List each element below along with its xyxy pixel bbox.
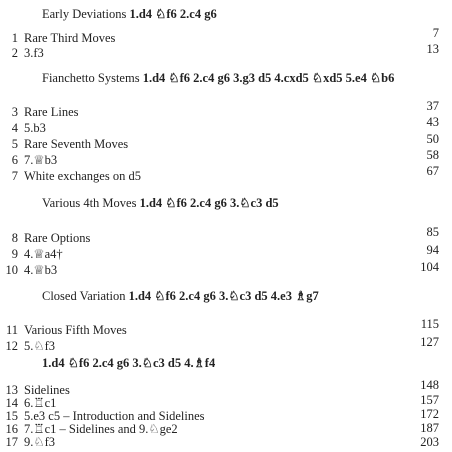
chapter-number: 14 <box>5 396 18 410</box>
page-number: 58 <box>426 148 439 162</box>
chapter-title: 9.♘f3 <box>24 435 55 449</box>
chapter-number: 11 <box>5 323 18 337</box>
toc-entry[interactable] <box>0 436 452 449</box>
chapter-number: 2 <box>11 46 18 60</box>
page-number: 172 <box>420 407 439 421</box>
chapter-number: 9 <box>11 247 18 261</box>
section-moves: 1.d4 ♘f6 2.c4 g6 3.g3 d5 4.cxd5 ♘xd5 5.e4 ♘b6 <box>142 71 395 85</box>
section-label: Early Deviations <box>42 7 127 21</box>
chapter-title: Rare Options <box>24 231 91 245</box>
chapter-number: 10 <box>5 263 18 277</box>
chapter-title: 3.f3 <box>24 46 44 60</box>
chapter-title: 7.♕b3 <box>24 153 58 167</box>
section-moves: 1.d4 ♘f6 2.c4 g6 3.♘c3 d5 <box>139 196 279 210</box>
page-number: 50 <box>426 132 439 146</box>
chapter-title: Various Fifth Moves <box>24 323 127 337</box>
toc-entry[interactable] <box>0 262 452 278</box>
chapter-number: 6 <box>11 153 18 167</box>
chapter-number: 17 <box>5 435 18 449</box>
chapter-number: 4 <box>11 121 18 135</box>
page-number: 94 <box>426 243 439 257</box>
page-number: 115 <box>420 317 439 331</box>
toc-entry[interactable] <box>0 335 452 354</box>
chapter-number: 1 <box>11 31 18 45</box>
chapter-number: 5 <box>11 137 18 151</box>
chapter-title: White exchanges on d5 <box>24 169 141 183</box>
page-number: 203 <box>420 435 439 449</box>
chapter-title: 7.♖c1 – Sidelines and 9.♘ge2 <box>24 422 178 436</box>
page-number: 148 <box>420 378 439 392</box>
section-label: Closed Variation <box>42 289 126 303</box>
chapter-number: 3 <box>11 105 18 119</box>
chapter-title: 4.♕b3 <box>24 263 58 277</box>
chapter-number: 12 <box>5 339 18 353</box>
toc-entry[interactable] <box>0 42 452 61</box>
section-moves: 1.d4 ♘f6 2.c4 g6 3.♘c3 d5 4.♗f4 <box>42 356 216 370</box>
chapter-number: 16 <box>5 422 18 436</box>
toc-entry[interactable] <box>0 132 452 152</box>
toc-entry[interactable] <box>0 225 452 246</box>
page-number: 187 <box>420 421 439 435</box>
toc-entry[interactable] <box>0 243 452 262</box>
chapter-title: Rare Third Moves <box>24 31 116 45</box>
chapter-title: 5.b3 <box>24 121 46 135</box>
chapter-number: 7 <box>11 169 18 183</box>
chapter-title: 5.♘f3 <box>24 339 55 353</box>
toc-entry[interactable] <box>0 148 452 168</box>
page-number: 104 <box>420 260 439 274</box>
toc-entry[interactable] <box>0 115 452 136</box>
toc-entry[interactable] <box>0 423 452 436</box>
section-moves: 1.d4 ♘f6 2.c4 g6 <box>129 7 217 21</box>
chapter-title: Sidelines <box>24 383 70 397</box>
page-number: 13 <box>426 42 439 56</box>
toc-entry[interactable] <box>0 317 452 338</box>
section-label: Various 4th Moves <box>42 196 137 210</box>
page-number: 37 <box>426 99 439 113</box>
section-heading <box>42 355 215 371</box>
section-heading <box>42 288 319 304</box>
page-number: 85 <box>426 225 439 239</box>
chapter-title: Rare Seventh Moves <box>24 137 129 151</box>
chapter-number: 8 <box>11 231 18 245</box>
chapter-number: 15 <box>5 409 18 423</box>
chapter-number: 13 <box>5 383 18 397</box>
chapter-title: 6.♖c1 <box>24 396 57 410</box>
toc-entry[interactable] <box>0 164 452 184</box>
section-moves: 1.d4 ♘f6 2.c4 g6 3.♘c3 d5 4.e3 ♗g7 <box>128 289 319 303</box>
toc-entry[interactable] <box>0 99 452 120</box>
chapter-title: Rare Lines <box>24 105 79 119</box>
section-label: Fianchetto Systems <box>42 71 140 85</box>
toc-entry[interactable] <box>0 378 452 397</box>
page-number: 127 <box>420 335 439 349</box>
section-heading <box>42 6 217 22</box>
toc-entry[interactable] <box>0 26 452 46</box>
page-number: 43 <box>426 115 439 129</box>
page-number: 7 <box>432 26 439 40</box>
chapter-title: 5.e3 c5 – Introduction and Sidelines <box>24 409 205 423</box>
page-number: 67 <box>426 164 439 178</box>
page-number: 157 <box>420 393 439 407</box>
section-heading <box>42 70 394 86</box>
section-heading <box>42 195 279 211</box>
chapter-title: 4.♕a4† <box>24 247 63 261</box>
